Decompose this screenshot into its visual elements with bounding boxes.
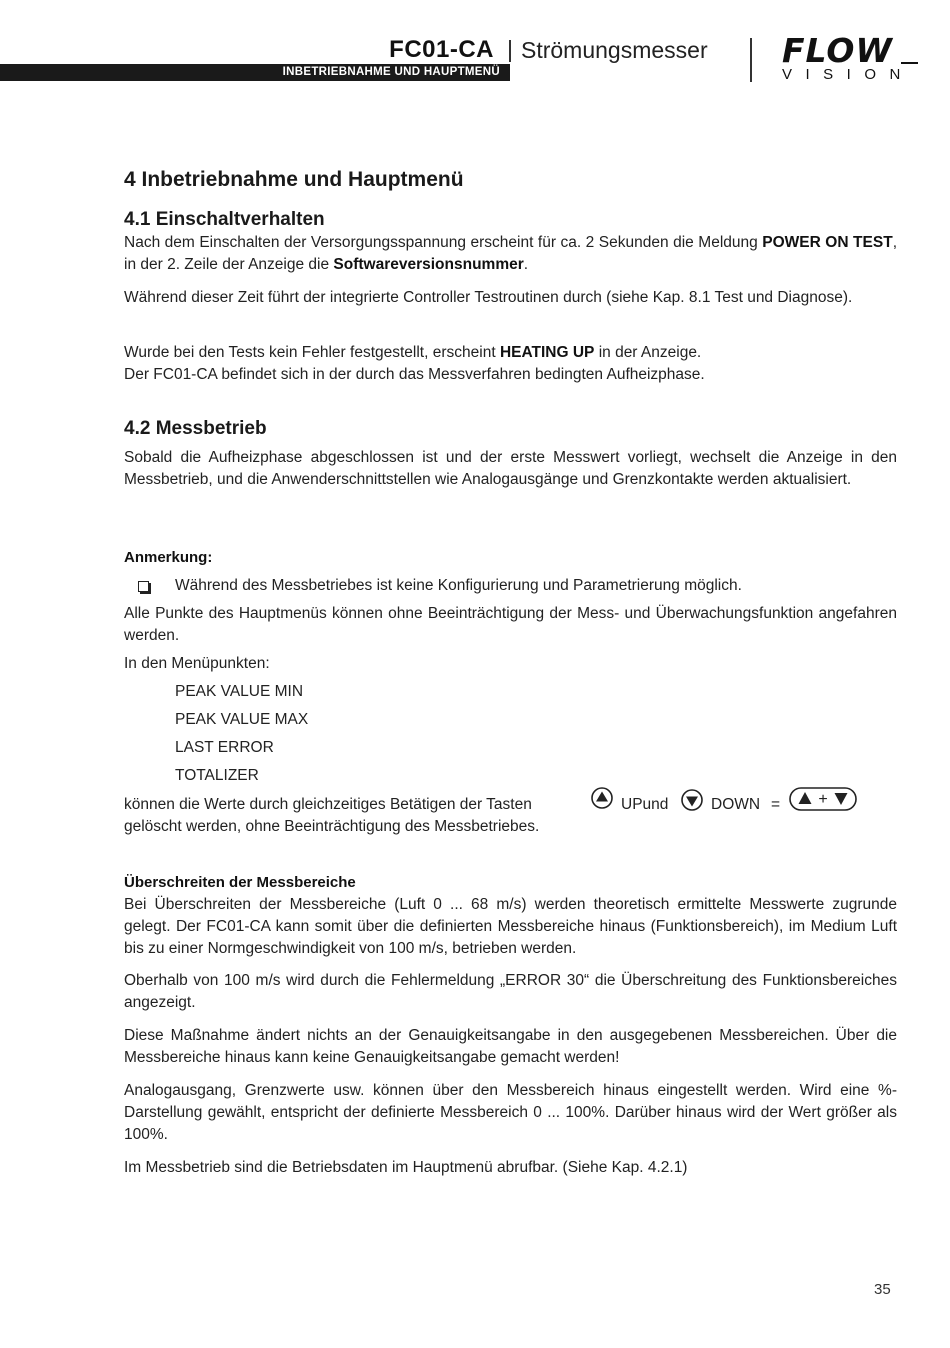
logo-underscore bbox=[901, 62, 918, 64]
logo-subtext: VISION bbox=[782, 66, 914, 83]
text: . bbox=[523, 256, 529, 273]
power-on-test-label: POWER ON TEST bbox=[762, 234, 893, 251]
keys-sentence-start: können die Werte durch gleichzeitiges Betätigen der Tasten bbox=[124, 796, 532, 813]
paragraph-main-menu-access: Alle Punkte des Hauptmenüs können ohne Beeinträchtigung der Mess- und Überwachungsfunktion angefahren werden. bbox=[124, 605, 897, 644]
text: Wurde bei den Tests kein Fehler festgestellt, erscheint bbox=[124, 344, 500, 361]
paragraph-power-on bbox=[124, 232, 897, 276]
menu-item-peak-min: PEAK VALUE MIN bbox=[175, 683, 304, 700]
text: Nach dem Einschalten der Versorgungsspannung erscheint für ca. 2 Sekunden die Meldung bbox=[124, 234, 763, 251]
header-logo-divider bbox=[750, 38, 752, 82]
paragraph-exceed-ranges: Bei Überschreiten der Messbereiche (Luft 0 ... 68 m/s) werden theoretisch ermittelte Messwerte zugrunde gelegt. Der FC01-CA kann somit über die definierten Messbereiche hinaus (Funktionsbereich), im Medium Luft bis zu einer Normgeschwindigkeit von 100 m/s, betrieben werden. bbox=[124, 896, 897, 957]
checkbox-bullet-icon bbox=[138, 581, 149, 592]
keys-sentence-end: gelöscht werden, ohne Beeinträchtigung des Messbetriebes. bbox=[124, 818, 540, 835]
paragraph-measuring-mode: Sobald die Aufheizphase abgeschlossen ist und der erste Messwert vorliegt, wechselt die Anzeige in den Messbetrieb, und die Anwenderschnittstellen wie Analogausgänge und Grenzkontakte werden aktualisiert. bbox=[124, 449, 897, 488]
down-arrow-circle-icon bbox=[681, 789, 703, 811]
menu-item-totalizer: TOTALIZER bbox=[175, 767, 259, 784]
page-number: 35 bbox=[874, 1281, 891, 1298]
software-version-label: Softwareversionsnummer bbox=[333, 256, 524, 273]
section-title-4-2: 4.2 Messbetrieb bbox=[124, 418, 267, 439]
text: , in der 2. Zeile der Anzeige die bbox=[124, 234, 897, 273]
paragraph-heating-up bbox=[124, 342, 897, 386]
heating-phase-line: Der FC01-CA befindet sich in der durch das Messverfahren bedingten Aufheizphase. bbox=[124, 366, 705, 383]
heating-up-label: HEATING UP bbox=[499, 344, 595, 361]
paragraph-operating-data: Im Messbetrieb sind die Betriebsdaten im Hauptmenü abrufbar. (Siehe Kap. 4.2.1) bbox=[124, 1159, 688, 1176]
exceed-heading: Überschreiten der Messbereiche bbox=[124, 874, 356, 891]
paragraph-test-routines: Während dieser Zeit führt der integrierte Controller Testroutinen durch (siehe Kap. 8.1 Test und Diagnose). bbox=[124, 289, 853, 306]
header-product-name: FC01-CA bbox=[389, 36, 494, 63]
menu-item-last-error: LAST ERROR bbox=[175, 739, 274, 756]
up-key-label: UPund bbox=[621, 796, 669, 813]
paragraph-accuracy: Diese Maßnahme ändert nichts an der Genauigkeitsangabe in den ausgegebenen Messbereichen. Über die Messbereiche hinaus kann keine Genauigkeitsangabe gemacht werden! bbox=[124, 1027, 897, 1066]
text: in der Anzeige. bbox=[594, 344, 702, 361]
logo-wordmark: FLOW bbox=[782, 31, 893, 70]
paragraph-menu-points: In den Menüpunkten: bbox=[124, 655, 270, 672]
paragraph-analog-output: Analogausgang, Grenzwerte usw. können über den Messbereich hinaus eingestellt werden. Wird eine %-Darstellung gewählt, entspricht der definierte Messbereich 0 ... 100%. Darüber hinaus wird der Wert größer als 100%. bbox=[124, 1082, 897, 1143]
section-title-4-1: 4.1 Einschaltverhalten bbox=[124, 209, 325, 230]
plus-sign: + bbox=[818, 791, 828, 808]
menu-item-peak-max: PEAK VALUE MAX bbox=[175, 711, 309, 728]
note-heading: Anmerkung: bbox=[124, 549, 213, 566]
header-subtitle: Strömungsmesser bbox=[521, 37, 708, 63]
equals-sign: = bbox=[771, 796, 781, 813]
heating-up-line bbox=[124, 342, 897, 364]
up-plus-down-key-icon bbox=[789, 787, 857, 811]
note-bullet-text: Während des Messbetriebes ist keine Konfigurierung und Parametrierung möglich. bbox=[175, 577, 742, 594]
up-arrow-circle-icon bbox=[591, 787, 613, 809]
header-section-title: INBETRIEBNAHME UND HAUPTMENÜ bbox=[282, 66, 500, 78]
chapter-title: 4 Inbetriebnahme und Hauptmenü bbox=[124, 168, 464, 191]
paragraph-error-30: Oberhalb von 100 m/s wird durch die Fehlermeldung „ERROR 30“ die Überschreitung des Funktionsbereiches angezeigt. bbox=[124, 972, 897, 1011]
down-key-label: DOWN bbox=[711, 796, 761, 813]
header-divider bbox=[509, 40, 511, 62]
